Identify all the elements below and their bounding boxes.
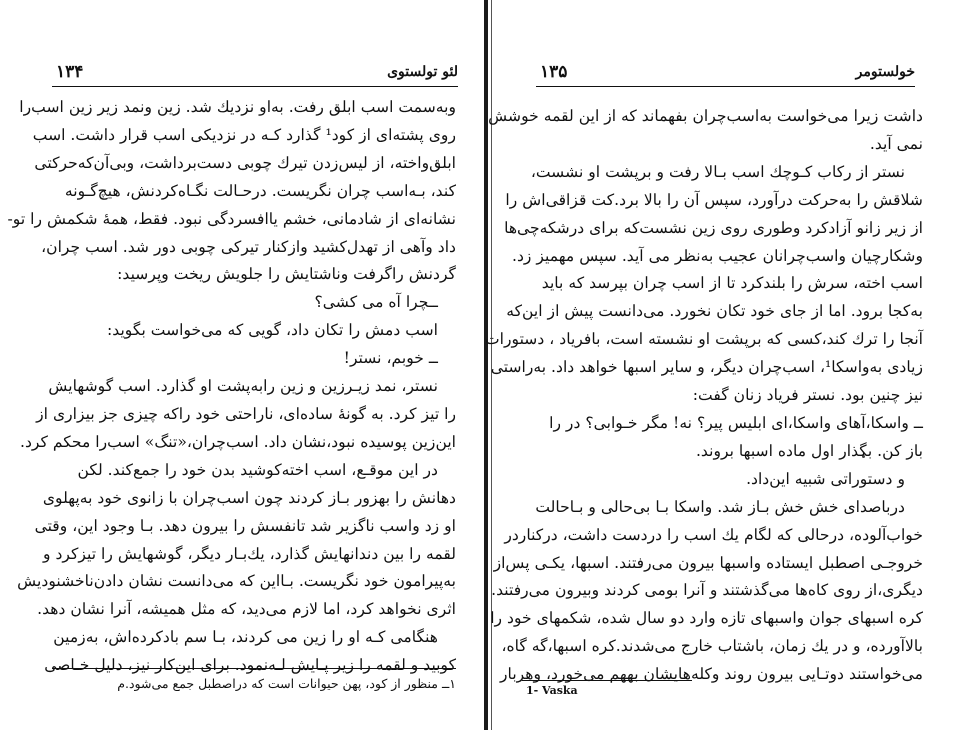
- text-line: بالاآورده، و در یك زمان، باشتاب خارج می‌شدند.کره اسبها،گه گاه،: [501, 637, 923, 656]
- text-line: می‌خواستند دوتـایی بیرون روند وکله‌هایشان بههم می‌خورد، وهربار: [500, 665, 923, 684]
- footnote: ۱ــ منظور از کود، پهن حیوانات است که دراصطبل جمع می‌شود.م: [117, 676, 456, 691]
- text-line: نیز چنین بود. نستر فریاد زنان گفت:: [692, 386, 923, 405]
- text-line: از زیر زانو آزادکرد وطوری روی زین نشست‌که برای درشکه‌چی‌ها: [504, 218, 923, 237]
- text-line: به‌کجا برود. اما از جای خود تکان نخورد. می‌دانست پیش از این‌که: [506, 302, 923, 321]
- text-line: اسب دمش را تکان داد، گویی که می‌خواست بگوید:: [107, 321, 438, 340]
- text-line: نستر از رکاب کـوچك اسب بـالا رفت و برپشت او نشست،: [530, 162, 905, 181]
- running-header: [536, 62, 915, 86]
- body-text: [484, 103, 923, 689]
- text-line: ــ واسکا،آهای واسکا،ای ابلیس پیر؟ نه! مگر خـوابی؟ در را: [549, 413, 923, 432]
- page-number: ۱۳۵: [540, 62, 568, 82]
- right-page: [484, 0, 973, 730]
- text-line: نستر، نمد زیـرزین و زین رابه‌پشت او گذارد. اسب گوشهایش: [48, 377, 438, 396]
- text-line: اسب اخته، سرش را بلندکرد تا از اسب چران بپرسد که باید: [541, 274, 923, 293]
- text-line: کند، بـه‌اسب چران نگریست. درحـالت نگـاه‌کردنش، هیچ‌گـونه: [64, 181, 456, 200]
- text-line: آنجا را ترك کند،کسی که برپشت او نشسته است، بافریاد ، دستورات: [484, 330, 923, 349]
- running-title: خولستومر: [855, 64, 915, 80]
- text-line: این‌زین پوسیده نبود،نشان داد. اسب‌چران،«تنگ» اسب‌را محکم کرد.: [20, 432, 456, 451]
- text-line: نمی آید.: [869, 134, 923, 153]
- text-line: روی پشته‌ای از کود¹ گذارد کـه در نزدیکی اسب قرار داشت. اسب: [32, 125, 456, 144]
- text-line: هنگامی کـه او را زین می کردند، بـا سم بادکرده‌اش، به‌زمین: [53, 628, 438, 647]
- text-line: گردنش راگرفت وناشتایش را جلویش ریخت وپرسید:: [117, 265, 456, 284]
- text-line: وشکارچیان واسب‌چرانان عجیب به‌نظر می آید. سپس مهمیز زد.: [512, 246, 923, 265]
- running-header: [52, 62, 458, 86]
- header-rule: [536, 86, 915, 87]
- text-line: خواب‌آلوده، درحالی که لگام یك اسب را دردست داشت، درکناردر: [504, 525, 923, 544]
- text-line: به‌پیرامون خود نگریست. بـااین که می‌دانست نشان دادن‌ناخشنودیش: [17, 572, 456, 591]
- text-line: را تیز کرد. به گونهٔ ساده‌ای، ناراحتی خود راکه چیزی جز بیزاری از: [36, 404, 456, 423]
- text-line: او زد واسب ناگزیر شد تانفسش را بیرون دهد. بـا وجود این، وقتی: [34, 516, 456, 535]
- text-line: باز کن. بگذار اول ماده اسبها بروند.: [695, 441, 923, 460]
- text-line: زیادی به‌واسکا¹، اسب‌چران دیگر، و سایر اسبها خواهد داد. به‌راستی: [490, 358, 923, 377]
- body-text: [7, 94, 456, 680]
- header-rule: [52, 86, 458, 87]
- text-line: ابلق‌واخته، از لیس‌زدن تیرك چوبی دست‌برداشت، وبی‌آن‌که‌حرکتی: [34, 153, 456, 172]
- text-line: در این موقـع، اسب اخته‌کوشید بدن خود را جمع‌کند. لکن: [77, 460, 438, 479]
- text-line: لقمه را بین دندانهایش گذارد، یك‌بـار دیگر، گوشهایش را تیزکرد و: [42, 544, 456, 563]
- text-line: دهانش را بهزور بـاز کردند چون اسب‌چران با زانوی خود به‌پهلوی: [42, 488, 456, 507]
- text-line: وبه‌سمت اسب ابلق رفت. به‌او نزدیك شد. زین ونمد زیر زین اسب‌را: [19, 98, 456, 116]
- text-line: خروجـی اصطبل ایستاده واسبها بیرون می‌رفتند. اسبها، یکـی پس‌از: [493, 553, 923, 572]
- running-title: لئو تولستوی: [387, 64, 458, 80]
- footnote-rule: [52, 668, 456, 669]
- text-line: دیگری،از روی کاه‌ها می‌گذشتند و آنرا بومی کردند وبیرون می‌رفتند.: [491, 581, 923, 600]
- text-line: و دستوراتی شبیه این‌داد.: [746, 469, 905, 488]
- footnote-rule: [522, 680, 692, 681]
- text-line: کوبید و لقمه را زیر پـایش لـه‌نمود. برای این‌کار نیز، دلیل خـاصی: [44, 656, 456, 675]
- text-line: اثری نخواهد کرد، اما لازم می‌دید، که مثل همیشه، آنرا نشان دهد.: [37, 600, 456, 619]
- text-line: شلاقش را به‌حرکت درآورد، سپس آن را بالا برد.کت قزاقی‌اش را: [505, 190, 923, 209]
- text-line: نشانه‌ای از شادمانی، خشم یاافسردگی نبود. فقط، همهٔ شکمش را تو-: [7, 209, 456, 228]
- text-line: داد وآهی از تهدل‌کشید وازکنار تیرکی چوبی دور شد. اسب چران،: [41, 237, 456, 256]
- text-line: ــچرا آه می کشی؟: [314, 293, 438, 312]
- text-line: داشت زیرا می‌خواست به‌اسب‌چران بفهماند که از این لقمه خوشش: [488, 107, 923, 125]
- text-line: درباصدای خش خش بـاز شد. واسکا بـا بی‌حالی و بـاحالت: [535, 497, 905, 516]
- text-line: ــ خوبم، نستر!: [343, 349, 438, 368]
- page-number: ۱۳۴: [56, 62, 84, 82]
- footnote: 1- Vaska: [526, 684, 578, 697]
- text-line: کره اسبهای جوان واسبهای تازه وارد دو سال شده، شکمهای خود را: [490, 609, 923, 628]
